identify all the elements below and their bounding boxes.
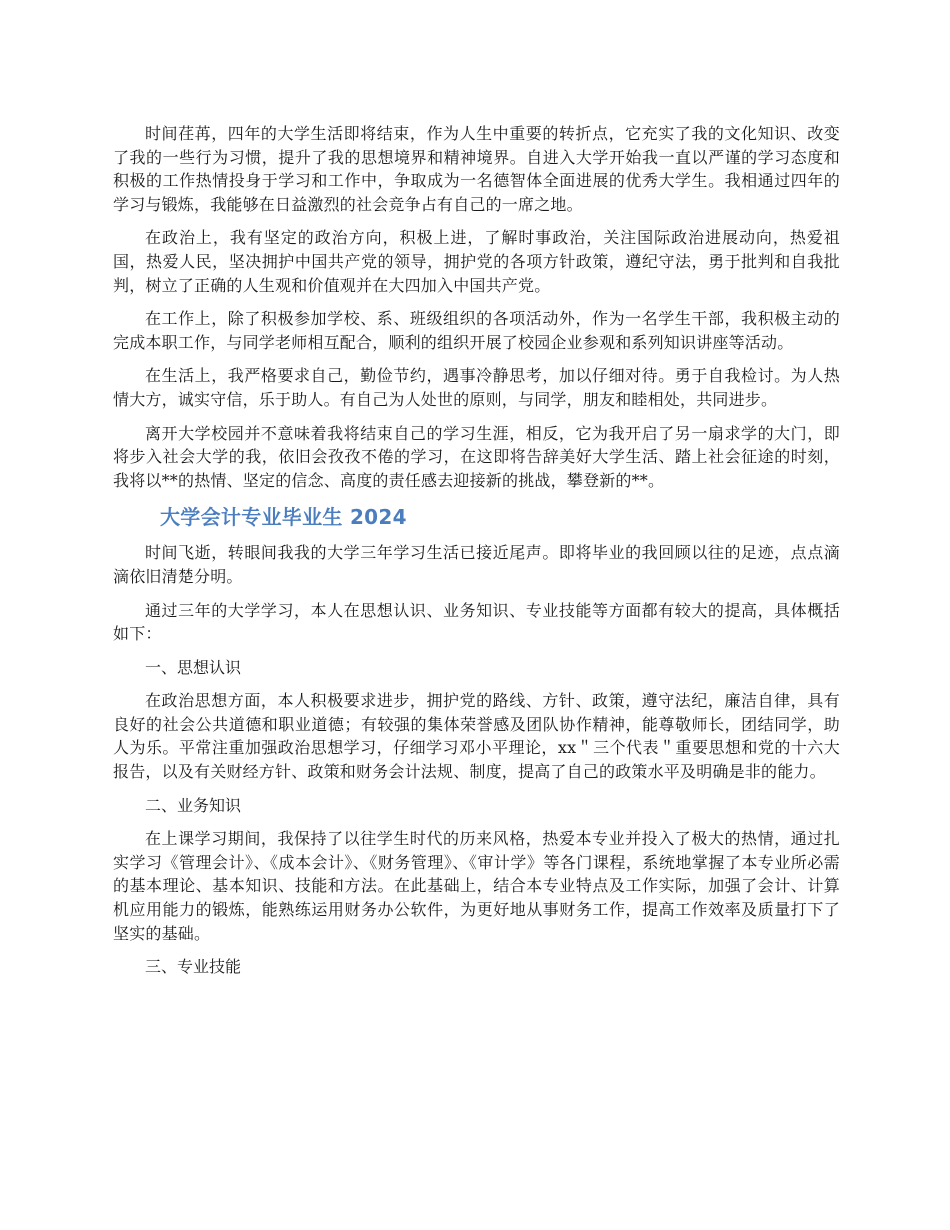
paragraph: 在生活上，我严格要求自己，勤俭节约，遇事冷静思考，加以仔细对待。勇于自我检讨。为人热情大方，诚实守信，乐于助人。有自己为人处世的原则，与同学，朋友和睦相处，共同进步。 — [113, 366, 840, 409]
paragraph: 时间荏苒，四年的大学生活即将结束，作为人生中重要的转折点，它充实了我的文化知识、改变了我的一些行为习惯，提升了我的思想境界和精神境界。自进入大学开始我一直以严谨的学习态度和积极的工作热情投身于学习和工作中，争取成为一名德智体全面进展的优秀大学生。我相通过四年的学习与锻炼，我能够在日益激烈的社会竞争占有自己的一席之地。 — [113, 124, 840, 214]
subsection-label-skills: 三、专业技能 — [145, 957, 242, 977]
paragraph: 在政治上，我有坚定的政治方向，积极上进，了解时事政治，关注国际政治进展动向，热爱祖国，热爱人民，坚决拥护中国共产党的领导，拥护党的各项方针政策，遵纪守法，勇于批判和自我批判，树立了正确的人生观和价值观并在大四加入中国共产党。 — [113, 228, 840, 295]
document-page — [113, 122, 840, 989]
paragraph: 在上课学习期间，我保持了以往学生时代的历来风格，热爱本专业并投入了极大的热情，通过扎实学习《管理会计》、《成本会计》、《财务管理》、《审计学》等各门课程，系统地掌握了本专业所必需的基本理论、基本知识、技能和方法。在此基础上，结合本专业特点及工作实际，加强了会计、计算机应用能力的锻炼，能熟练运用财务办公软件，为更好地从事财务工作，提高工作效率及质量打下了坚实的基础。 — [113, 829, 840, 943]
paragraph: 通过三年的大学学习，本人在思想认识、业务知识、专业技能等方面都有较大的提高，具体概括如下： — [113, 600, 840, 644]
paragraph: 时间飞逝，转眼间我我的大学三年学习生活已接近尾声。即将毕业的我回顾以往的足迹，点点滴滴依旧清楚分明。 — [113, 543, 840, 586]
subsection-label-thought: 一、思想认识 — [145, 657, 242, 677]
section-heading: 大学会计专业毕业生 2024 — [160, 505, 407, 530]
paragraph: 在政治思想方面，本人积极要求进步，拥护党的路线、方针、政策，遵守法纪，廉洁自律，具有良好的社会公共道德和职业道德；有较强的集体荣誉感及团队协作精神，能尊敬师长，团结同学，助人为乐。平常注重加强政治思想学习，仔细学习邓小平理论，xx＂三个代表＂重要思想和党的十六大报告，以及有关财经方针、政策和财务会计法规、制度，提高了自己的政策水平及明确是非的能力。 — [113, 691, 840, 782]
paragraph: 在工作上，除了积极参加学校、系、班级组织的各项活动外，作为一名学生干部，我积极主动的完成本职工作，与同学老师相互配合，顺利的组织开展了校园企业参观和系列知识讲座等活动。 — [113, 309, 840, 352]
subsection-label-business: 二、业务知识 — [145, 795, 242, 815]
paragraph: 离开大学校园并不意味着我将结束自己的学习生涯，相反，它为我开启了另一扇求学的大门，即将步入社会大学的我，依旧会孜孜不倦的学习，在这即将告辞美好大学生活、踏上社会征途的时刻，我将以**的热情、坚定的信念、高度的责任感去迎接新的挑战，攀登新的**。 — [113, 423, 840, 490]
